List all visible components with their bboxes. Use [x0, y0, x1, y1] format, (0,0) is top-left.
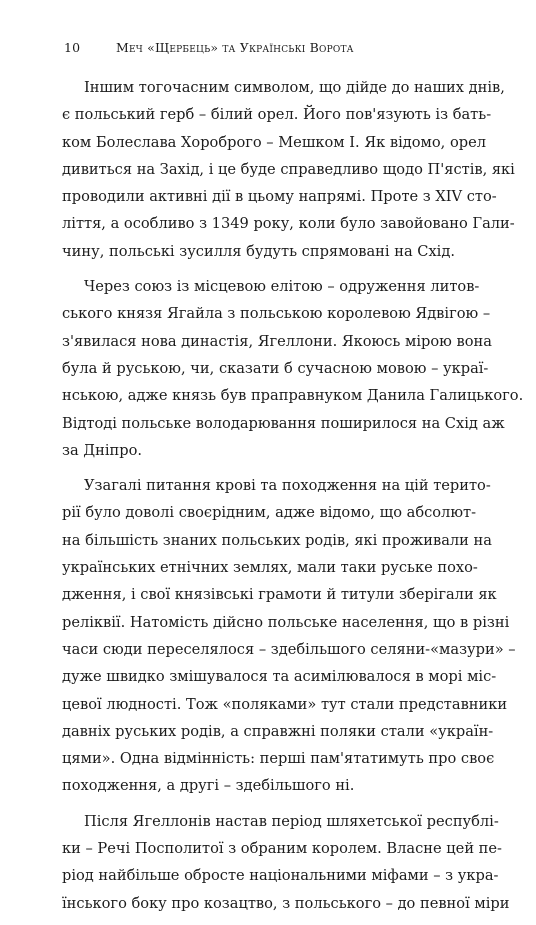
paragraph [62, 74, 515, 265]
text-line: ріод найбільше обросте національними міфами – з укра- [62, 867, 499, 885]
text-line: Відтоді польське володарювання поширилося на Схід аж [62, 414, 505, 432]
text-line: рії було доволі своєрідним, адже відомо, що абсолют- [62, 504, 477, 522]
paragraph [62, 273, 524, 464]
body-text [62, 74, 524, 925]
running-head [64, 40, 464, 60]
text-line: ського князя Ягайла з польською королевою Ядвігою – [62, 305, 491, 323]
text-line: давніх руських родів, а справжні поляки стали «україн- [62, 722, 494, 740]
text-line: з'явилася нова династія, Ягеллони. Якоюсь мірою вона [62, 332, 492, 350]
text-line: часи сюди переселялося – здебільшого селяни-«мазури» – [62, 640, 516, 658]
text-line: Іншим тогочасним символом, що дійде до наших днів, [84, 79, 505, 96]
text-line: ком Болеслава Хороброго – Мешком I. Як відомо, орел [62, 133, 486, 151]
text-line: проводили активні дії в цьому напрямі. Проте з XIV сто- [62, 188, 497, 206]
text-line: була й руською, чи, сказати б сучасною мовою – украї- [62, 359, 489, 377]
text-line: Узагалі питання крові та походження на цій терито- [84, 477, 491, 495]
text-line: українських етнічних землях, мали таки руське похо- [62, 559, 478, 577]
text-line: Після Ягеллонів настав період шляхетської республі- [84, 812, 499, 830]
text-line: дуже швидко змішувалося та асимілювалося в морі міс- [62, 668, 497, 686]
paragraph [62, 472, 516, 800]
text-line: їнського боку про козацтво, з польського – до певної міри [62, 894, 510, 912]
text-line: реліквії. Натомість дійсно польське населення, що в різні [62, 613, 510, 631]
page-number: 10 [64, 40, 81, 55]
running-title: Меч «Щербець» та Українські Ворота [116, 40, 354, 55]
text-line: походження, а другі – здебільшого ні. [62, 777, 355, 795]
text-line: чину, польські зусилля будуть спрямовані на Схід. [62, 242, 455, 260]
text-line: дивиться на Захід, і це буде справедливо щодо П'ястів, які [62, 160, 515, 178]
text-line: за Дніпро. [62, 441, 143, 459]
text-line: ки – Речі Посполитої з обраним королем. Власне цей пе- [62, 840, 502, 858]
text-line: дження, і свої князівські грамоти й титули зберігали як [62, 586, 497, 604]
text-line: Через союз із місцевою елітою – одруження литов- [84, 278, 480, 296]
paragraph [62, 808, 510, 917]
text-line: на більшість знаних польських родів, які проживали на [62, 531, 492, 549]
text-line: цями». Одна відмінність: перші пам'ятатимуть про своє [62, 750, 495, 768]
text-line: нською, адже князь був праправнуком Данила Галицького. [62, 387, 524, 405]
text-line: є польський герб – білий орел. Його пов'язують із бать- [62, 106, 492, 124]
text-line: ліття, а особливо з 1349 року, коли було завойовано Гали- [62, 215, 515, 233]
text-line: цевої людності. Тож «поляками» тут стали представники [62, 695, 508, 713]
